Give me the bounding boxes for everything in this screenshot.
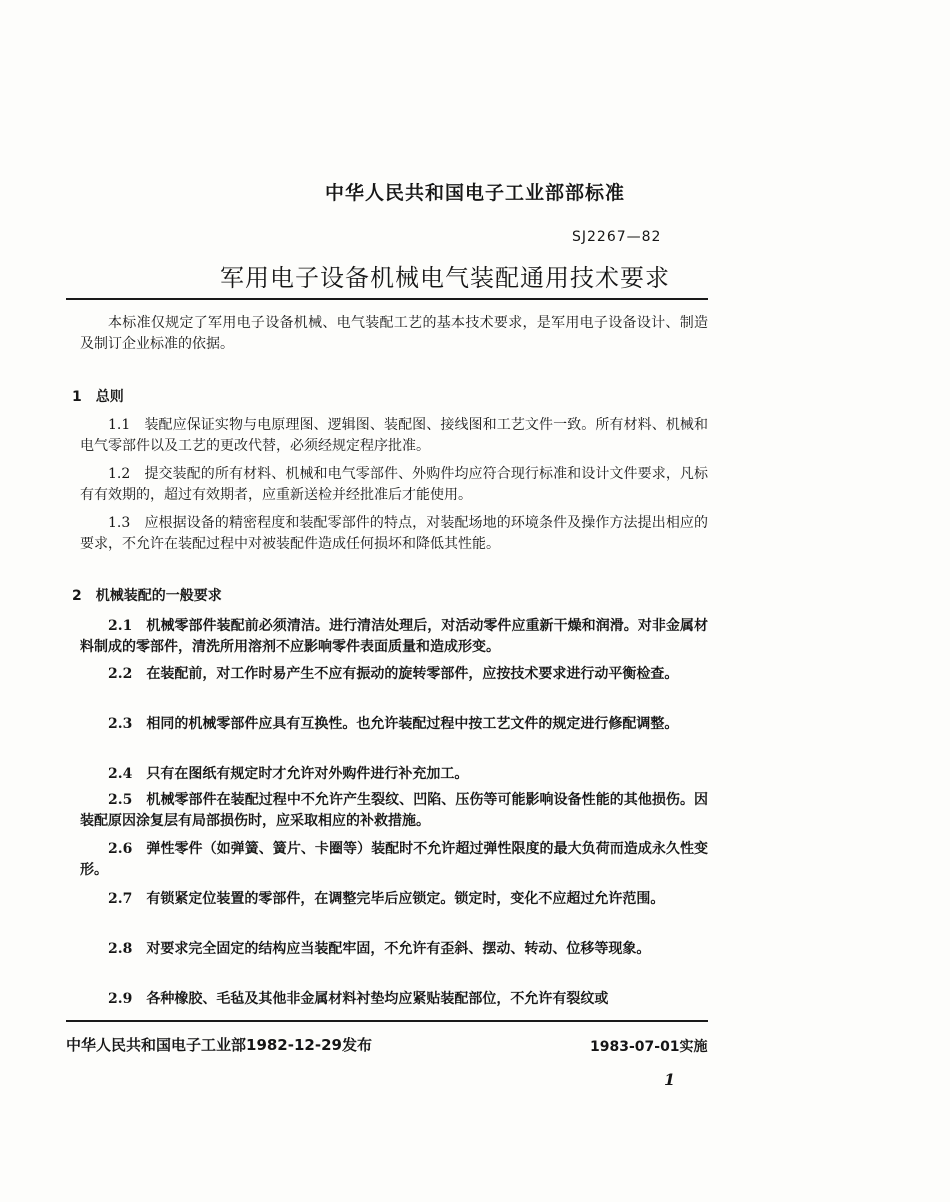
clause-2-1: 2.1 机械零部件装配前必须清洁。进行清洁处理后，对活动零件应重新干燥和润滑。对非金属材料制成的零部件，清洗所用溶剂不应影响零件表面质量和造成形变。 <box>80 618 708 655</box>
clause-1-2: 1.2 提交装配的所有材料、机械和电气零部件、外购件均应符合现行标准和设计文件要求，凡标有有效期的，超过有效期者，应重新送检并经批准后才能使用。 <box>80 466 708 503</box>
section-2-heading: 2 机械装配的一般要求 <box>72 588 222 604</box>
intro-paragraph: 本标准仅规定了军用电子设备机械、电气装配工艺的基本技术要求，是军用电子设备设计、制造及制订企业标准的依据。 <box>80 315 708 352</box>
clause-2-7: 2.7 有锁紧定位装置的零部件，在调整完毕后应锁定。锁定时，变化不应超过允许范围。 <box>108 891 665 907</box>
clause-2-4: 2.4 只有在图纸有规定时才允许对外购件进行补充加工。 <box>108 766 469 782</box>
footer-rule <box>66 1020 708 1022</box>
section-1-heading: 1 总则 <box>72 389 124 405</box>
title-rule <box>66 298 708 300</box>
clause-2-9: 2.9 各种橡胶、毛毡及其他非金属材料衬垫均应紧贴装配部位，不允许有裂纹或 <box>108 991 609 1007</box>
clause-2-2: 2.2 在装配前，对工作时易产生不应有振动的旋转零部件，应按技术要求进行动平衡检查。 <box>108 666 679 682</box>
document-title: 军用电子设备机械电气装配通用技术要求 <box>220 264 670 292</box>
clause-1-3: 1.3 应根据设备的精密程度和装配零部件的特点，对装配场地的环境条件及操作方法提出相应的要求，不允许在装配过程中对被装配件造成任何损坏和降低其性能。 <box>80 515 708 552</box>
clause-2-6: 2.6 弹性零件（如弹簧、簧片、卡圈等）装配时不允许超过弹性限度的最大负荷而造成永久性变形。 <box>80 841 708 878</box>
standard-number: SJ2267—82 <box>572 229 662 245</box>
issue-date: 中华人民共和国电子工业部1982-12-29发布 <box>66 1036 372 1054</box>
issuing-authority: 中华人民共和国电子工业部部标准 <box>324 182 625 204</box>
clause-1-1: 1.1 装配应保证实物与电原理图、逻辑图、装配图、接线图和工艺文件一致。所有材料、机械和电气零部件以及工艺的更改代替，必须经规定程序批准。 <box>80 417 708 454</box>
page-number: 1 <box>664 1070 676 1089</box>
clause-2-8: 2.8 对要求完全固定的结构应当装配牢固，不允许有歪斜、摆动、转动、位移等现象。 <box>108 941 651 957</box>
effective-date: 1983-07-01实施 <box>590 1039 708 1055</box>
clause-2-3: 2.3 相同的机械零部件应具有互换性。也允许装配过程中按工艺文件的规定进行修配调整。 <box>108 716 679 732</box>
clause-2-5: 2.5 机械零部件在装配过程中不允许产生裂纹、凹陷、压伤等可能影响设备性能的其他损伤。因装配原因涂复层有局部损伤时，应采取相应的补救措施。 <box>80 792 708 829</box>
